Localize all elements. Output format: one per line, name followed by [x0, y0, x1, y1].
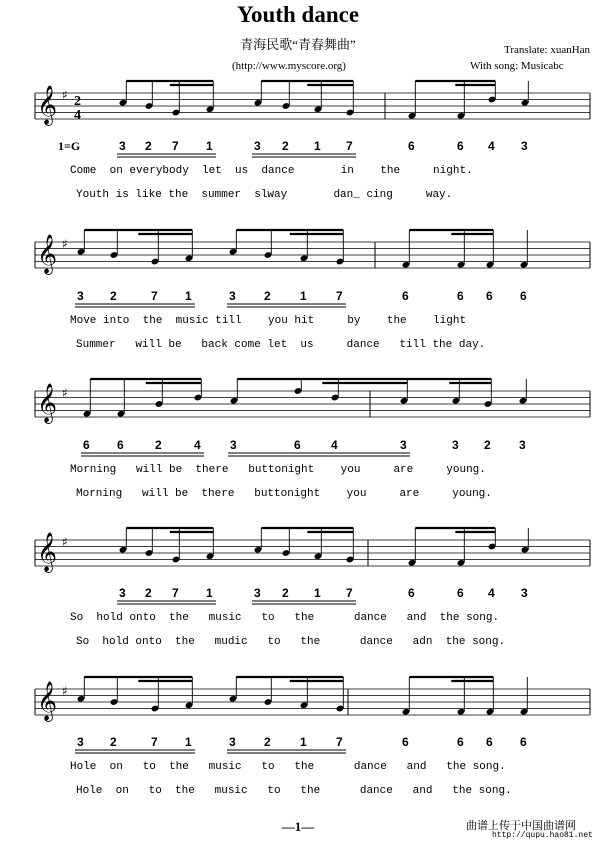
jianpu-note: 6 [486, 289, 493, 303]
jianpu-note: 6 [457, 289, 464, 303]
jianpu-note: 6 [402, 289, 409, 303]
jianpu-note: 3 [119, 139, 126, 153]
key-signature: 1=G [58, 139, 81, 153]
lyrics-verse-1: Morning will be there buttonight you are young. [70, 464, 486, 476]
jianpu-note: 7 [172, 139, 179, 153]
jianpu-note: 1 [206, 586, 213, 600]
jianpu-note: 7 [346, 139, 353, 153]
jianpu-note: 3 [229, 289, 236, 303]
treble-clef-icon: 𝄞 [37, 383, 58, 423]
jianpu-note: 4 [488, 139, 495, 153]
jianpu-note: 6 [486, 735, 493, 749]
jianpu-note: 6 [457, 586, 464, 600]
with-song-credit: With song: Musicabc [470, 60, 564, 72]
jianpu-note: 7 [346, 586, 353, 600]
jianpu-note: 3 [119, 586, 126, 600]
time-signature-top: 2 [74, 94, 81, 109]
lyrics-verse-2: Morning will be there buttonight you are young. [76, 488, 492, 500]
jianpu-note: 1 [185, 735, 192, 749]
watermark-url: http://qupu.hao81.net [492, 831, 593, 840]
jianpu-note: 3 [521, 139, 528, 153]
jianpu-note: 3 [230, 438, 237, 452]
song-title: Youth dance [236, 2, 360, 27]
lyrics-verse-2: Hole on to the music to the dance and the song. [76, 785, 512, 797]
song-subtitle: 青海民歌“青春舞曲” [240, 37, 356, 52]
jianpu-note: 3 [77, 289, 84, 303]
lyrics-verse-2: Youth is like the summer slway dan_ cing way. [76, 189, 453, 201]
jianpu-note: 7 [172, 586, 179, 600]
jianpu-note: 3 [519, 438, 526, 452]
jianpu-note: 2 [264, 289, 271, 303]
jianpu-note: 2 [264, 735, 271, 749]
jianpu-note: 6 [520, 289, 527, 303]
jianpu-note: 2 [110, 289, 117, 303]
page-number: —1— [281, 819, 315, 834]
jianpu-note: 2 [145, 139, 152, 153]
jianpu-note: 1 [314, 586, 321, 600]
jianpu-note: 1 [300, 735, 307, 749]
sharp-icon: ♯ [62, 684, 68, 698]
jianpu-note: 7 [336, 289, 343, 303]
treble-clef-icon: 𝄞 [37, 234, 58, 274]
jianpu-note: 2 [282, 586, 289, 600]
translator-credit: Translate: xuanHan [504, 44, 591, 56]
sharp-icon: ♯ [62, 386, 68, 400]
jianpu-note: 2 [155, 438, 162, 452]
jianpu-note: 4 [488, 586, 495, 600]
jianpu-note: 2 [484, 438, 491, 452]
lyrics-verse-2: So hold onto the mudic to the dance adn the song. [76, 636, 506, 648]
jianpu-note: 4 [194, 438, 201, 452]
source-url: (http://www.myscore.org) [232, 60, 346, 72]
jianpu-note: 6 [408, 139, 415, 153]
lyrics-verse-1: Move into the music till you hit by the light [70, 315, 467, 327]
lyrics-verse-1: Hole on to the music to the dance and the song. [70, 761, 506, 773]
sharp-icon: ♯ [62, 237, 68, 251]
jianpu-note: 3 [521, 586, 528, 600]
lyrics-verse-2: Summer will be back come let us dance till the day. [76, 339, 486, 351]
sharp-icon: ♯ [62, 88, 68, 102]
jianpu-note: 6 [83, 438, 90, 452]
jianpu-note: 6 [402, 735, 409, 749]
jianpu-note: 2 [145, 586, 152, 600]
jianpu-note: 3 [254, 586, 261, 600]
jianpu-note: 7 [151, 735, 158, 749]
treble-clef-icon: 𝄞 [37, 532, 58, 572]
jianpu-note: 6 [457, 139, 464, 153]
watermark-site: 曲谱上传于中国曲谱网 [466, 820, 576, 832]
treble-clef-icon: 𝄞 [37, 85, 58, 125]
jianpu-note: 3 [254, 139, 261, 153]
sharp-icon: ♯ [62, 535, 68, 549]
jianpu-note: 1 [185, 289, 192, 303]
jianpu-note: 3 [400, 438, 407, 452]
jianpu-note: 1 [300, 289, 307, 303]
jianpu-note: 6 [117, 438, 124, 452]
jianpu-note: 3 [452, 438, 459, 452]
jianpu-note: 3 [229, 735, 236, 749]
jianpu-note: 1 [314, 139, 321, 153]
jianpu-note: 7 [151, 289, 158, 303]
jianpu-note: 1 [206, 139, 213, 153]
jianpu-note: 3 [77, 735, 84, 749]
jianpu-note: 6 [520, 735, 527, 749]
lyrics-verse-1: Come on everybody let us dance in the night. [70, 165, 473, 177]
jianpu-note: 7 [336, 735, 343, 749]
jianpu-note: 6 [408, 586, 415, 600]
lyrics-verse-1: So hold onto the music to the dance and the song. [70, 612, 500, 624]
treble-clef-icon: 𝄞 [37, 681, 58, 721]
jianpu-note: 6 [294, 438, 301, 452]
jianpu-note: 2 [282, 139, 289, 153]
jianpu-note: 2 [110, 735, 117, 749]
time-signature-bottom: 4 [74, 108, 81, 123]
jianpu-note: 6 [457, 735, 464, 749]
jianpu-note: 4 [331, 438, 338, 452]
